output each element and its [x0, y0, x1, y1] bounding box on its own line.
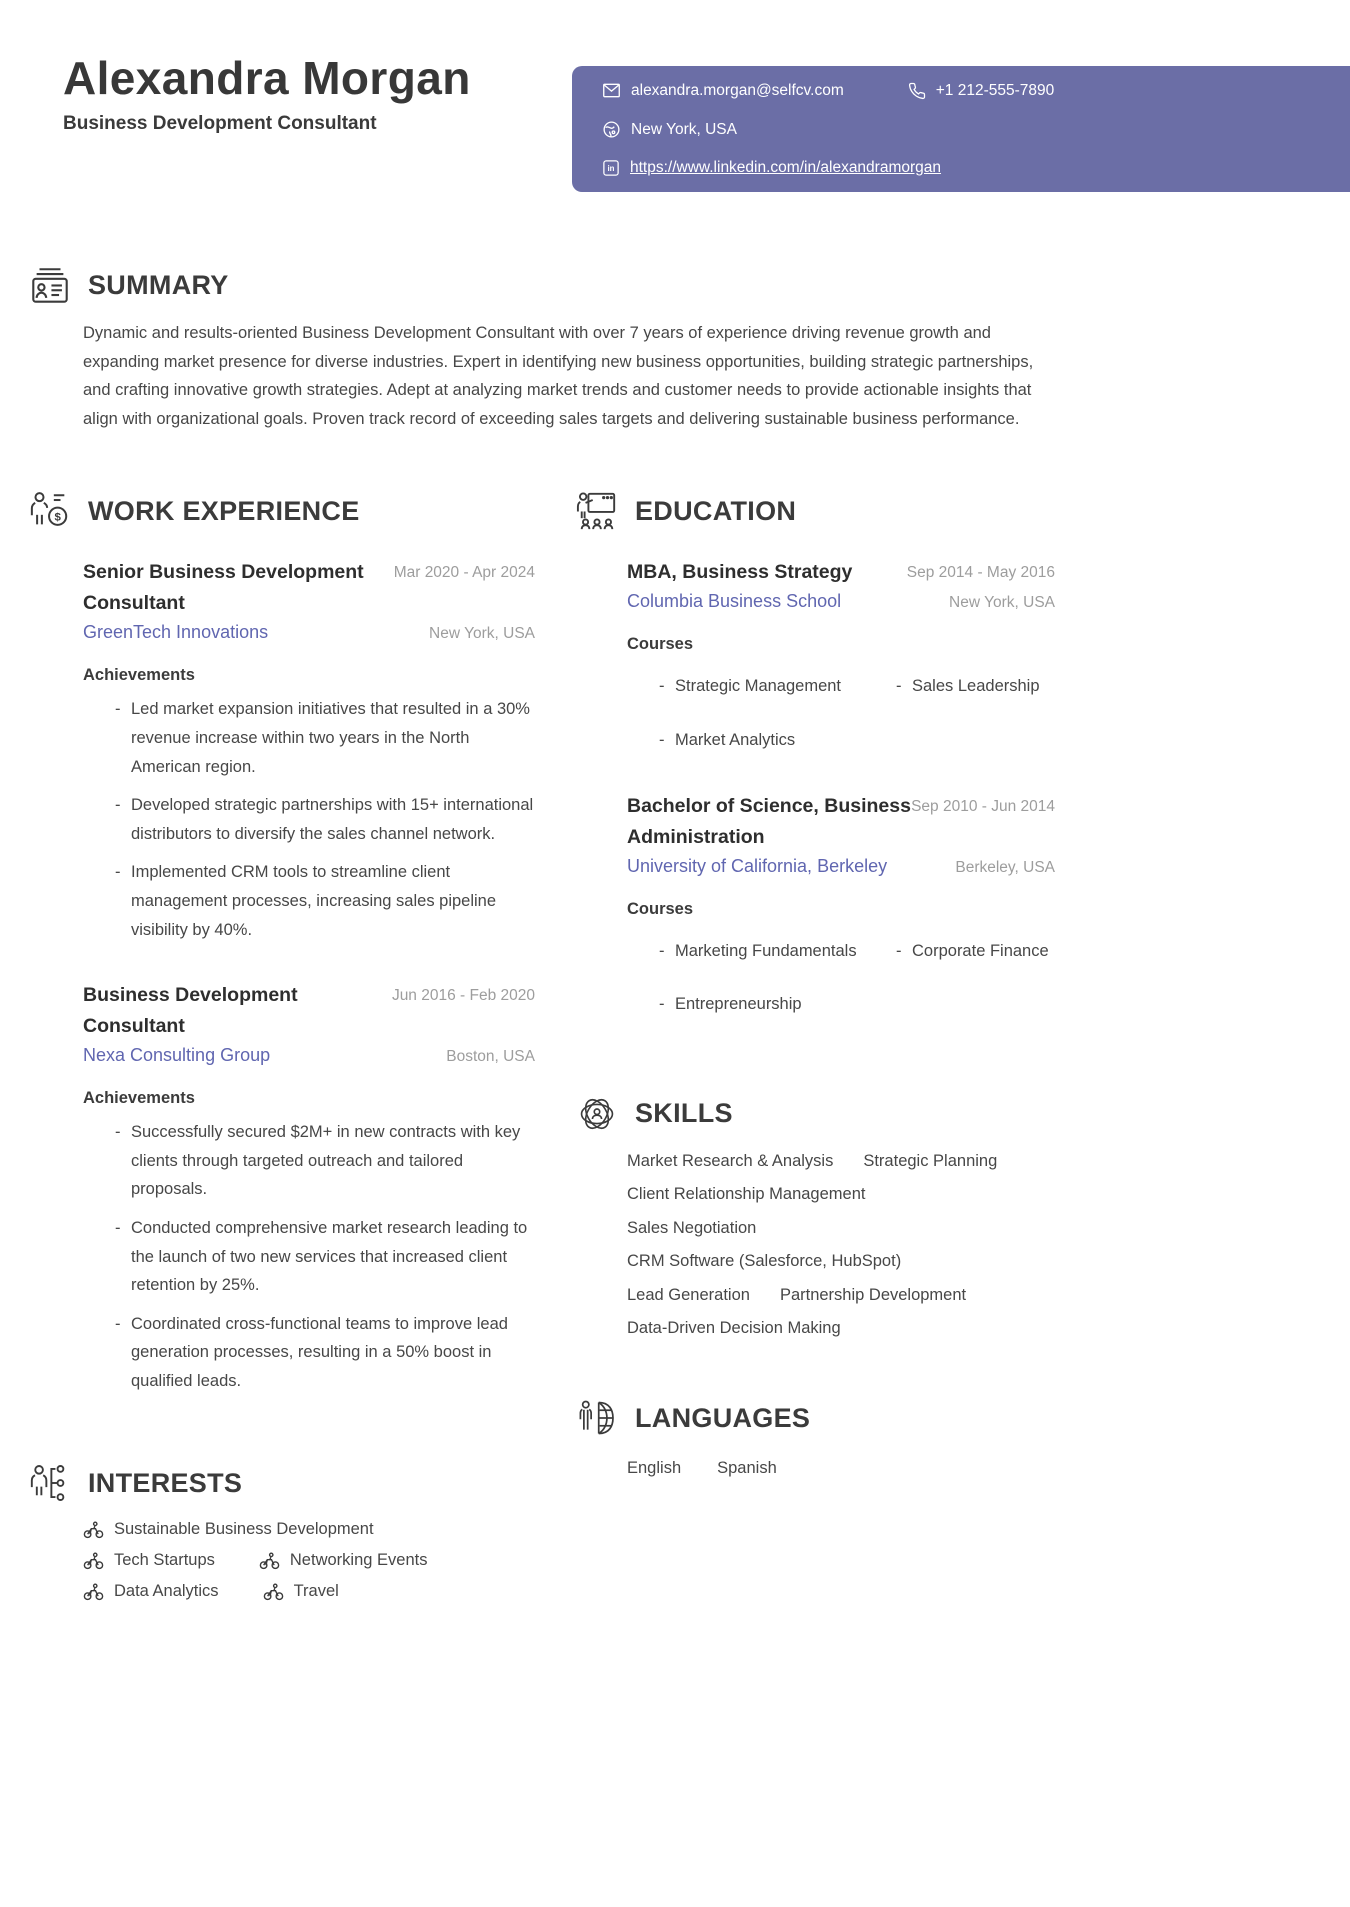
person-name: Alexandra Morgan	[63, 52, 471, 104]
job-entry-1	[83, 557, 535, 944]
degree-1-dates: Sep 2014 - May 2016	[906, 564, 1055, 582]
degree-entry-1	[627, 557, 1055, 754]
skills-body	[627, 1152, 1055, 1339]
skill-item: Client Relationship Management	[627, 1185, 866, 1204]
summary-heading: SUMMARY	[88, 269, 229, 300]
work-experience-heading: WORK EXPERIENCE	[88, 495, 360, 526]
languages-body	[627, 1459, 1055, 1478]
job-2-location: Boston, USA	[446, 1048, 535, 1066]
skills-header	[575, 1093, 1055, 1135]
achievement-item: - Developed strategic partnerships with 15+ international distributors to diversify the sales channel network.	[83, 791, 535, 848]
name-block	[63, 54, 471, 135]
work-experience-body	[83, 557, 535, 1395]
work-experience-icon	[28, 489, 72, 533]
job-2-top	[83, 980, 535, 1042]
job-1-title: Senior Business Development Consultant	[83, 561, 364, 615]
degree-1-courses	[627, 672, 1055, 754]
interest-item	[263, 1582, 339, 1601]
job-2-sub	[83, 1045, 535, 1066]
degree-1-courses-label: Courses	[627, 635, 694, 654]
linkedin-link[interactable]	[602, 159, 941, 177]
contact-email	[602, 81, 844, 100]
education-section	[575, 489, 1055, 1018]
interest-label: Data Analytics	[114, 1582, 219, 1601]
contact-card	[572, 66, 1350, 192]
interest-label: Networking Events	[289, 1551, 428, 1570]
skills-row	[627, 1252, 1055, 1271]
degree-1-sub	[627, 591, 1055, 612]
contact-email-text: alexandra.morgan@selfcv.com	[631, 81, 844, 99]
skill-item: Lead Generation	[627, 1285, 750, 1304]
interests-row-3	[83, 1582, 535, 1601]
skill-item: Strategic Planning	[863, 1151, 998, 1170]
degree-2-courses-label: Courses	[627, 899, 694, 918]
job-1-location: New York, USA	[429, 625, 535, 643]
left-column	[28, 489, 535, 1601]
degree-2-location: Berkeley, USA	[955, 858, 1055, 876]
interest-label: Travel	[293, 1582, 339, 1601]
interest-label: Sustainable Business Development	[114, 1520, 374, 1539]
skills-row	[627, 1152, 1055, 1171]
job-2-achievements	[83, 1118, 535, 1395]
job-2-title: Business Development Consultant	[83, 984, 298, 1038]
contact-row-3	[602, 159, 1326, 177]
skills-row	[627, 1219, 1055, 1238]
work-experience-header	[28, 489, 535, 533]
interest-label: Tech Startups	[114, 1551, 215, 1570]
skills-row	[627, 1319, 1055, 1338]
education-body	[627, 557, 1055, 1018]
interest-item	[83, 1551, 215, 1570]
skill-item: Sales Negotiation	[627, 1218, 757, 1237]
job-entry-2	[83, 980, 535, 1395]
job-1-achievements-label: Achievements	[83, 666, 195, 685]
cyclist-icon	[83, 1521, 104, 1539]
summary-icon	[28, 264, 72, 306]
interest-item	[83, 1582, 219, 1601]
achievement-item: - Successfully secured $2M+ in new contracts with key clients through targeted outreach and tailored proposals.	[83, 1118, 535, 1204]
summary-section	[28, 264, 1350, 433]
job-2-company: Nexa Consulting Group	[83, 1045, 271, 1066]
course-item: - Strategic Management	[627, 672, 864, 701]
contact-location	[602, 120, 737, 139]
interests-row-1	[83, 1520, 535, 1539]
interests-body	[83, 1520, 535, 1601]
contact-phone	[908, 82, 1055, 100]
degree-2-courses	[627, 937, 1055, 1019]
interest-item	[259, 1551, 428, 1570]
cyclist-icon	[263, 1583, 284, 1601]
contact-row-2	[602, 120, 1326, 139]
skills-row	[627, 1286, 1055, 1305]
languages-heading: LANGUAGES	[635, 1402, 811, 1433]
course-item: - Entrepreneurship	[627, 990, 864, 1019]
course-item: - Sales Leadership	[864, 672, 1055, 701]
mail-icon	[602, 81, 621, 100]
work-experience-section	[28, 489, 535, 1395]
skills-section	[575, 1093, 1055, 1339]
course-item: - Market Analytics	[627, 726, 864, 755]
interests-row-2	[83, 1551, 535, 1570]
svg-text:in: in	[607, 164, 615, 174]
language-item: Spanish	[717, 1459, 777, 1478]
location-globe-icon	[602, 120, 621, 139]
job-1-achievements	[83, 695, 535, 944]
contact-row-1	[602, 81, 1326, 100]
degree-1-title: MBA, Business Strategy	[627, 561, 853, 584]
linkedin-url: https://www.linkedin.com/in/alexandramorgan	[630, 159, 942, 176]
header	[0, 0, 1350, 200]
interests-heading: INTERESTS	[88, 1467, 243, 1498]
contact-location-text: New York, USA	[631, 120, 737, 138]
cyclist-icon	[83, 1583, 104, 1601]
interests-icon	[28, 1461, 72, 1505]
skill-item: CRM Software (Salesforce, HubSpot)	[627, 1252, 902, 1271]
columns	[28, 489, 1350, 1601]
job-1-top	[83, 557, 535, 619]
contact-phone-text: +1 212-555-7890	[935, 81, 1055, 99]
degree-entry-2	[627, 791, 1055, 1019]
phone-icon	[908, 82, 926, 100]
svg-text:$: $	[54, 511, 61, 524]
job-1-dates: Mar 2020 - Apr 2024	[393, 564, 535, 582]
degree-2-dates: Sep 2010 - Jun 2014	[911, 797, 1055, 815]
job-1-company: GreenTech Innovations	[83, 622, 269, 643]
cyclist-icon	[83, 1552, 104, 1570]
education-icon	[575, 489, 619, 533]
skill-item: Partnership Development	[779, 1285, 967, 1304]
summary-header	[28, 264, 1350, 306]
degree-2-school: University of California, Berkeley	[627, 855, 888, 876]
achievement-item: - Led market expansion initiatives that resulted in a 30% revenue increase within two years in the North American region.	[83, 695, 535, 781]
languages-section	[575, 1396, 1055, 1478]
job-2-achievements-label: Achievements	[83, 1089, 195, 1108]
achievement-item: - Implemented CRM tools to streamline client management processes, increasing sales pipeline visibility by 40%.	[83, 858, 535, 944]
person-title: Business Development Consultant	[63, 112, 377, 134]
degree-1-location: New York, USA	[949, 594, 1055, 612]
language-item: English	[627, 1459, 682, 1478]
cyclist-icon	[259, 1552, 280, 1570]
job-2-dates: Jun 2016 - Feb 2020	[391, 987, 535, 1005]
achievement-item: - Conducted comprehensive market research leading to the launch of two new services that increased client retention by 25%.	[83, 1214, 535, 1300]
degree-1-top	[627, 557, 1055, 588]
languages-header	[575, 1396, 1055, 1440]
skill-item: Data-Driven Decision Making	[627, 1319, 841, 1338]
job-1-sub	[83, 622, 535, 643]
education-header	[575, 489, 1055, 533]
achievement-item: - Coordinated cross-functional teams to improve lead generation processes, resulting in a 50% boost in qualified leads.	[83, 1310, 535, 1396]
education-heading: EDUCATION	[635, 495, 797, 526]
course-item: - Corporate Finance	[864, 937, 1055, 966]
degree-2-sub	[627, 856, 1055, 877]
linkedin-icon	[602, 159, 620, 177]
degree-2-title: Bachelor of Science, Business Administration	[627, 794, 911, 848]
skills-icon	[575, 1093, 619, 1135]
degree-1-school: Columbia Business School	[627, 591, 842, 612]
right-column	[575, 489, 1055, 1601]
degree-2-top	[627, 791, 1055, 853]
course-item: - Marketing Fundamentals	[627, 937, 864, 966]
languages-icon	[575, 1396, 619, 1440]
interests-section	[28, 1461, 535, 1601]
skill-item: Market Research & Analysis	[627, 1151, 834, 1170]
skills-heading: SKILLS	[635, 1098, 733, 1129]
interests-header	[28, 1461, 535, 1505]
skills-row	[627, 1185, 1055, 1204]
interest-item	[83, 1520, 374, 1539]
summary-text: Dynamic and results-oriented Business Development Consultant with over 7 years of experience driving revenue growth and expanding market presence for diverse industries. Expert in identifying new business opportunities, building strategic partnerships, and crafting innovative growth strategies. Adept at analyzing market trends and customer needs to provide actionable insights that align with organizational goals. Proven track record of exceeding sales targets and delivering sustainable business performance.	[83, 324, 1034, 428]
